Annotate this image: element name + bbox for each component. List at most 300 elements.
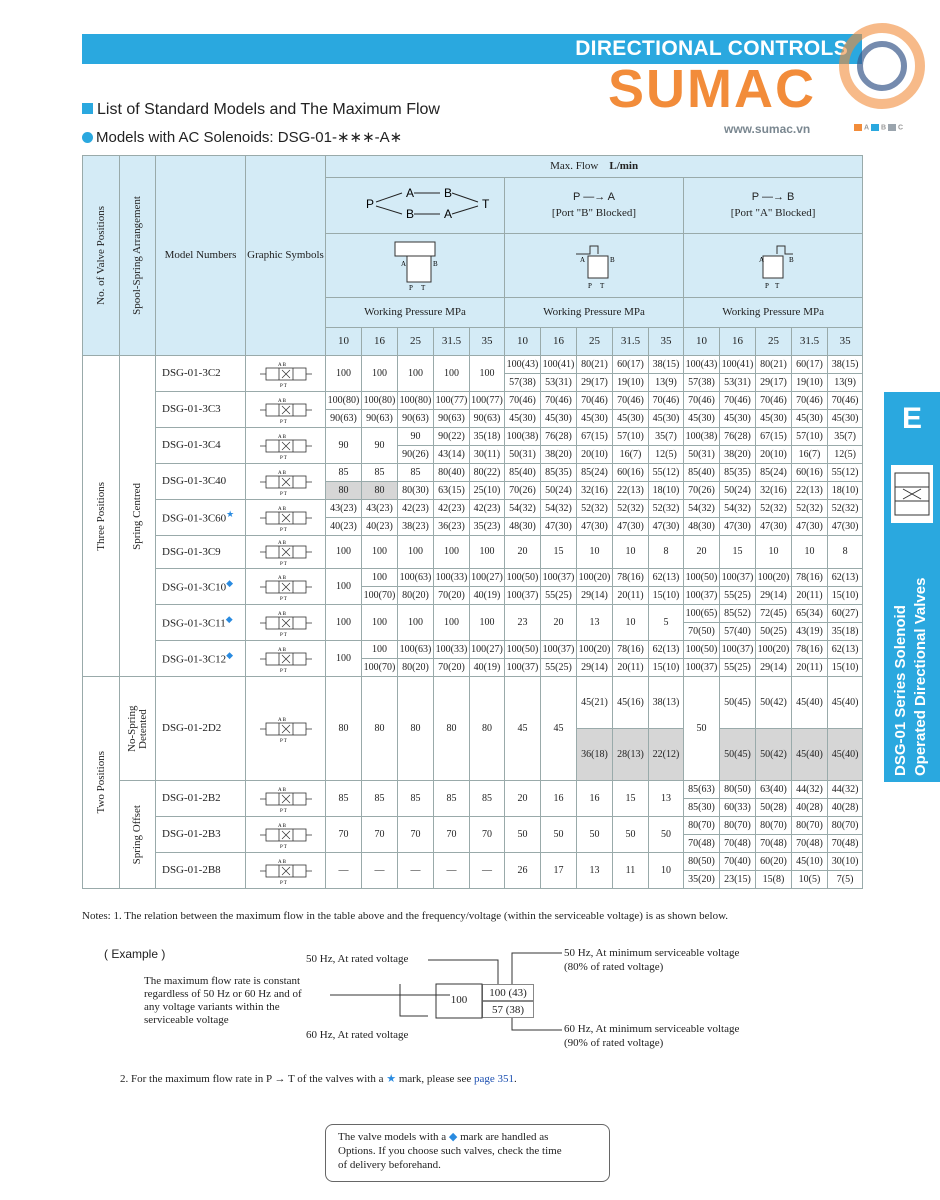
value-cell: 15(10) — [828, 659, 863, 677]
diamond-mark-icon: ◆ — [226, 578, 234, 589]
value-cell: 55(12) — [828, 464, 863, 482]
value-cell: — — [326, 853, 362, 889]
valve-symbol-icon — [258, 538, 314, 566]
svg-text:B: B — [789, 256, 794, 264]
svg-text:P T: P T — [279, 527, 287, 532]
value-cell: 43(19) — [792, 623, 828, 641]
value-cell: 100(41) — [541, 356, 577, 374]
value-cell: 85(24) — [756, 464, 792, 482]
svg-text:P: P — [409, 284, 413, 292]
value-cell: 45(40) — [792, 729, 828, 781]
pressure-25: 25 — [756, 328, 792, 356]
value-cell: 55(25) — [720, 587, 756, 605]
ex-value-top: 100 (43) — [482, 984, 534, 1001]
svg-text:P T: P T — [279, 738, 287, 743]
value-cell: 10 — [756, 536, 792, 569]
page-351-link[interactable]: page 351 — [473, 1073, 514, 1085]
value-cell: 100(37) — [720, 641, 756, 659]
value-cell: 8 — [828, 536, 863, 569]
value-cell: 47(30) — [649, 518, 684, 536]
value-cell: 63(15) — [434, 482, 470, 500]
value-cell: 100(80) — [398, 392, 434, 410]
value-cell: 78(16) — [613, 569, 649, 587]
value-cell: 50(45) — [720, 677, 756, 729]
value-cell: 15 — [613, 781, 649, 817]
value-cell: 50(28) — [756, 799, 792, 817]
section-title: List of Standard Models and The Maximum Flow — [82, 101, 440, 119]
svg-text:T: T — [421, 284, 426, 292]
value-cell: 80 — [398, 677, 434, 781]
value-cell: 62(13) — [649, 569, 684, 587]
graphic-symbol-icon — [246, 356, 326, 392]
value-cell: 70(46) — [756, 392, 792, 410]
pressure-31-5: 31.5 — [792, 328, 828, 356]
wp-label-2: Working Pressure MPa — [505, 298, 684, 328]
model-number: DSG-01-2B8 — [156, 853, 246, 889]
value-cell: 60(16) — [613, 464, 649, 482]
value-cell: 38(20) — [720, 446, 756, 464]
value-cell: 50(24) — [541, 482, 577, 500]
value-cell: 10 — [613, 605, 649, 641]
svg-text:A B: A B — [277, 647, 286, 653]
value-cell: 100(70) — [362, 587, 398, 605]
value-cell: 45(30) — [828, 410, 863, 428]
value-cell: 85 — [398, 781, 434, 817]
value-cell: 40(28) — [828, 799, 863, 817]
value-cell: 80(70) — [756, 817, 792, 835]
example-label: ( Example ) — [104, 947, 166, 961]
value-cell: 100(37) — [505, 659, 541, 677]
svg-text:P T: P T — [279, 562, 287, 566]
value-cell: 100(77) — [434, 392, 470, 410]
pressure-35: 35 — [649, 328, 684, 356]
value-cell: 78(16) — [792, 569, 828, 587]
valve-symbol-icon — [258, 468, 314, 496]
value-cell: 47(30) — [720, 518, 756, 536]
value-cell: 80(70) — [828, 817, 863, 835]
value-cell: 55(12) — [649, 464, 684, 482]
value-cell: 80 — [434, 677, 470, 781]
value-cell: 100(37) — [541, 641, 577, 659]
value-cell: 70(26) — [684, 482, 720, 500]
value-cell: 47(30) — [828, 518, 863, 536]
value-cell: 100(70) — [362, 659, 398, 677]
value-cell: 70(26) — [505, 482, 541, 500]
value-cell: 85 — [362, 464, 398, 482]
logo-swirl-icon — [800, 14, 930, 124]
value-cell: 47(30) — [756, 518, 792, 536]
value-cell: 70(46) — [505, 392, 541, 410]
value-cell: 42(23) — [434, 500, 470, 518]
svg-text:P T: P T — [279, 632, 287, 637]
value-cell: 80(22) — [470, 464, 505, 482]
value-cell: 70 — [470, 817, 505, 853]
value-cell: 100(37) — [684, 587, 720, 605]
value-cell: 29(17) — [577, 374, 613, 392]
value-cell: 85 — [434, 781, 470, 817]
value-cell: 90 — [398, 428, 434, 446]
value-cell: 35(23) — [470, 518, 505, 536]
header-model: Model Numbers — [156, 156, 246, 356]
svg-text:A B: A B — [277, 717, 286, 723]
wp-label-3: Working Pressure MPa — [684, 298, 863, 328]
side-tab — [884, 392, 940, 782]
svg-text:A B: A B — [277, 787, 286, 793]
value-cell: 80 — [470, 677, 505, 781]
value-cell: 100(77) — [470, 392, 505, 410]
value-cell: 100(33) — [434, 569, 470, 587]
value-cell: 90(22) — [434, 428, 470, 446]
value-cell: 100(43) — [684, 356, 720, 374]
value-cell: 100(80) — [326, 392, 362, 410]
table-row — [83, 500, 863, 518]
value-cell: 70(48) — [720, 835, 756, 853]
value-cell: 45(30) — [613, 410, 649, 428]
value-cell: 57(38) — [684, 374, 720, 392]
value-cell: 20(11) — [792, 587, 828, 605]
value-cell: 12(5) — [828, 446, 863, 464]
svg-text:P T: P T — [279, 383, 287, 388]
value-cell: 54(32) — [684, 500, 720, 518]
ex-60-rated: 60 Hz, At rated voltage — [306, 1029, 409, 1041]
value-cell: 20(11) — [792, 659, 828, 677]
value-cell: 57(38) — [505, 374, 541, 392]
svg-text:A: A — [401, 260, 407, 268]
diamond-mark-icon: ◆ — [226, 650, 234, 661]
value-cell: 45(30) — [720, 410, 756, 428]
value-cell: 54(32) — [720, 500, 756, 518]
example-connector-lines — [300, 950, 570, 1045]
value-cell: 11 — [613, 853, 649, 889]
value-cell: 70(46) — [649, 392, 684, 410]
value-cell: 45(10) — [792, 853, 828, 871]
value-cell: 52(32) — [613, 500, 649, 518]
flow-path-pab-diagram — [340, 182, 490, 226]
flow-path-pa: P —→ A [Port "B" Blocked] — [505, 178, 684, 234]
valve-symbol-icon — [258, 573, 314, 601]
value-cell: 47(30) — [792, 518, 828, 536]
value-cell: 45(16) — [613, 677, 649, 729]
value-cell: 100(20) — [756, 641, 792, 659]
value-cell: 100(38) — [505, 428, 541, 446]
value-cell: 70(46) — [792, 392, 828, 410]
value-cell: 50(24) — [720, 482, 756, 500]
model-number: DSG-01-2B2 — [156, 781, 246, 817]
value-cell: 18(10) — [649, 482, 684, 500]
table-row — [83, 464, 863, 482]
valve-symbol-icon — [258, 821, 314, 849]
value-cell: 48(30) — [505, 518, 541, 536]
value-cell: 100(41) — [720, 356, 756, 374]
value-cell: 80(21) — [577, 356, 613, 374]
value-cell: 100 — [398, 605, 434, 641]
graphic-symbol-icon — [246, 605, 326, 641]
value-cell: — — [398, 853, 434, 889]
value-cell: 35(18) — [828, 623, 863, 641]
svg-text:B: B — [406, 207, 415, 221]
ex-50-min-pct: (80% of rated voltage) — [564, 961, 664, 973]
value-cell: 90(26) — [398, 446, 434, 464]
value-cell: 40(23) — [362, 518, 398, 536]
diamond-mark-icon: ◆ — [448, 1131, 458, 1143]
value-cell: 54(32) — [541, 500, 577, 518]
value-cell: 100 — [362, 356, 398, 392]
value-cell: 8 — [649, 536, 684, 569]
logo-url: www.sumac.vn — [724, 122, 811, 136]
value-cell: 13 — [649, 781, 684, 817]
value-cell: 85(35) — [541, 464, 577, 482]
graphic-symbol-icon — [246, 853, 326, 889]
value-cell: 100 — [326, 356, 362, 392]
value-cell: 80(20) — [398, 587, 434, 605]
value-cell: 10 — [577, 536, 613, 569]
model-number: DSG-01-3C9 — [156, 536, 246, 569]
value-cell: 50 — [505, 817, 541, 853]
port-diagram-3 — [684, 234, 863, 298]
ex-value-bottom: 57 (38) — [482, 1001, 534, 1018]
ex-description: The maximum flow rate is constant regardless of 50 Hz or 60 Hz and of any voltage variants within the serviceable voltage — [144, 975, 302, 1026]
valve-symbol-icon — [258, 645, 314, 673]
value-cell: 60(27) — [828, 605, 863, 623]
value-cell: 100 — [326, 536, 362, 569]
value-cell: 16(7) — [792, 446, 828, 464]
value-cell: 43(14) — [434, 446, 470, 464]
value-cell: 20 — [541, 605, 577, 641]
value-cell: 100(37) — [684, 659, 720, 677]
value-cell: 100 — [470, 536, 505, 569]
value-cell: 100(33) — [434, 641, 470, 659]
value-cell: 10 — [792, 536, 828, 569]
value-cell: 16 — [577, 781, 613, 817]
value-cell: 55(25) — [720, 659, 756, 677]
value-cell: 22(13) — [792, 482, 828, 500]
side-tab-line2: Operated Directional Valves — [912, 577, 929, 776]
value-cell: 45(40) — [828, 729, 863, 781]
value-cell: 29(14) — [756, 587, 792, 605]
value-cell: 40(28) — [792, 799, 828, 817]
value-cell: 85(24) — [577, 464, 613, 482]
value-cell: 20 — [505, 536, 541, 569]
value-cell: 80 — [326, 677, 362, 781]
svg-text:A B: A B — [277, 575, 286, 581]
value-cell: 60(17) — [613, 356, 649, 374]
value-cell: 100(38) — [684, 428, 720, 446]
value-cell: 67(15) — [756, 428, 792, 446]
svg-text:A B: A B — [277, 506, 286, 512]
valve-symbol-icon — [258, 715, 314, 743]
value-cell: 30(11) — [470, 446, 505, 464]
value-cell: 70 — [398, 817, 434, 853]
value-cell: 70 — [434, 817, 470, 853]
svg-text:P: P — [588, 282, 592, 290]
value-cell: 23(15) — [720, 871, 756, 889]
table-row — [83, 641, 863, 659]
value-cell: 38(20) — [541, 446, 577, 464]
value-cell: 85(30) — [684, 799, 720, 817]
pressure-25: 25 — [398, 328, 434, 356]
value-cell: 67(15) — [577, 428, 613, 446]
value-cell: 85 — [326, 464, 362, 482]
logo-abc: A B C — [854, 124, 903, 131]
value-cell: 70(46) — [613, 392, 649, 410]
side-tab-text — [890, 540, 934, 776]
value-cell: 15(10) — [649, 659, 684, 677]
value-cell: 38(15) — [649, 356, 684, 374]
value-cell: 100 — [326, 641, 362, 677]
value-cell: 70(20) — [434, 587, 470, 605]
value-cell: 62(13) — [649, 641, 684, 659]
header-positions: No. of Valve Positions — [83, 156, 120, 356]
options-note-box: The valve models with a ◆ mark are handled as Options. If you choose such valves, check the time of delivery beforehand. — [325, 1124, 610, 1182]
value-cell: 85 — [326, 781, 362, 817]
svg-text:P T: P T — [279, 596, 287, 601]
value-cell: 20(10) — [756, 446, 792, 464]
group-two-positions: Two Positions — [83, 677, 120, 889]
svg-text:T: T — [482, 197, 490, 211]
value-cell: 55(25) — [541, 587, 577, 605]
value-cell: 44(32) — [792, 781, 828, 799]
value-cell: 30(10) — [828, 853, 863, 871]
value-cell: 5 — [649, 605, 684, 641]
value-cell: 15(10) — [649, 587, 684, 605]
square-bullet-icon — [82, 103, 93, 114]
value-cell: 100(50) — [684, 641, 720, 659]
svg-text:B: B — [433, 260, 438, 268]
value-cell: 20 — [684, 536, 720, 569]
value-cell: 80(20) — [398, 659, 434, 677]
value-cell: 78(16) — [613, 641, 649, 659]
value-cell: 100 — [362, 605, 398, 641]
value-cell: 70(48) — [828, 835, 863, 853]
value-cell: 70(46) — [720, 392, 756, 410]
value-cell: 43(23) — [362, 500, 398, 518]
value-cell: 100 — [470, 605, 505, 641]
table-row — [83, 428, 863, 446]
value-cell: 100(20) — [756, 569, 792, 587]
value-cell: 90(63) — [326, 410, 362, 428]
value-cell: 7(5) — [828, 871, 863, 889]
value-cell: 20(11) — [613, 587, 649, 605]
value-cell: 100(50) — [505, 569, 541, 587]
value-cell: 53(31) — [541, 374, 577, 392]
value-cell: 42(23) — [398, 500, 434, 518]
svg-text:P T: P T — [279, 808, 287, 813]
value-cell: 45(30) — [792, 410, 828, 428]
value-cell: 100(27) — [470, 569, 505, 587]
model-number: DSG-01-3C4 — [156, 428, 246, 464]
svg-text:A B: A B — [277, 470, 286, 476]
ex-60-min-pct: (90% of rated voltage) — [564, 1037, 664, 1049]
value-cell: 45(30) — [541, 410, 577, 428]
ex-value-100: 100 — [450, 994, 468, 1006]
model-number: DSG-01-2D2 — [156, 677, 246, 781]
graphic-symbol-icon — [246, 569, 326, 605]
value-cell: 70(46) — [828, 392, 863, 410]
value-cell: 22(12) — [649, 729, 684, 781]
svg-text:A: A — [406, 186, 415, 200]
svg-text:A B: A B — [277, 611, 286, 617]
pressure-10: 10 — [505, 328, 541, 356]
value-cell: 18(10) — [828, 482, 863, 500]
value-cell: 29(14) — [756, 659, 792, 677]
value-cell: 12(5) — [649, 446, 684, 464]
value-cell: 15(8) — [756, 871, 792, 889]
svg-text:P T: P T — [279, 455, 287, 460]
value-cell: 70(46) — [541, 392, 577, 410]
value-cell: 45(21) — [577, 677, 613, 729]
value-cell: 100(27) — [470, 641, 505, 659]
value-cell: — — [362, 853, 398, 889]
graphic-symbol-icon — [246, 428, 326, 464]
table-row — [83, 853, 863, 871]
value-cell: 62(13) — [828, 641, 863, 659]
svg-text:P: P — [366, 197, 375, 211]
value-cell: 85(52) — [720, 605, 756, 623]
value-cell: 50(42) — [756, 677, 792, 729]
value-cell: 29(14) — [577, 659, 613, 677]
value-cell: 100 — [398, 356, 434, 392]
value-cell: 80(50) — [684, 853, 720, 871]
pressure-16: 16 — [362, 328, 398, 356]
graphic-symbol-icon — [246, 392, 326, 428]
value-cell: 78(16) — [792, 641, 828, 659]
value-cell: 45 — [505, 677, 541, 781]
value-cell: 100(63) — [398, 569, 434, 587]
port-diagram-1 — [326, 234, 505, 298]
value-cell: 52(32) — [792, 500, 828, 518]
value-cell: 47(30) — [541, 518, 577, 536]
sub-title: Models with AC Solenoids: DSG-01-∗∗∗-A∗ — [82, 128, 402, 146]
flow-path-pb: P —→ B [Port "A" Blocked] — [684, 178, 863, 234]
value-cell: 100 — [326, 605, 362, 641]
value-cell: 50 — [613, 817, 649, 853]
value-cell: 38(23) — [398, 518, 434, 536]
header-spool: Spool-Spring Arrangement — [120, 156, 156, 356]
svg-text:A B: A B — [277, 398, 286, 404]
value-cell: 70(48) — [756, 835, 792, 853]
value-cell: 90(63) — [434, 410, 470, 428]
value-cell: 60(17) — [792, 356, 828, 374]
note-1: Notes: 1. The relation between the maximum flow in the table above and the frequency/voltage (within the serviceable voltage) is as shown below. — [82, 910, 729, 922]
pressure-10: 10 — [326, 328, 362, 356]
value-cell: 36(18) — [577, 729, 613, 781]
valve-symbol-icon — [258, 432, 314, 460]
value-cell: 100(80) — [362, 392, 398, 410]
value-cell: 100 — [398, 536, 434, 569]
value-cell: 100(50) — [684, 569, 720, 587]
value-cell: 80 — [326, 482, 362, 500]
table-row — [83, 569, 863, 587]
table-row — [83, 677, 863, 729]
value-cell: 76(28) — [541, 428, 577, 446]
value-cell: 100 — [434, 536, 470, 569]
value-cell: 100(50) — [505, 641, 541, 659]
value-cell: 47(30) — [577, 518, 613, 536]
value-cell: 76(28) — [720, 428, 756, 446]
value-cell: 52(32) — [828, 500, 863, 518]
header-graphic: Graphic Symbols — [246, 156, 326, 356]
value-cell: 16(7) — [613, 446, 649, 464]
value-cell: 45 — [541, 677, 577, 781]
pressure-16: 16 — [720, 328, 756, 356]
value-cell: 22(13) — [613, 482, 649, 500]
value-cell: — — [434, 853, 470, 889]
value-cell: 70(40) — [720, 853, 756, 871]
graphic-symbol-icon — [246, 677, 326, 781]
group-spring-centred: Spring Centred — [120, 356, 156, 677]
side-tab-line1: DSG-01 Series Solenoid — [892, 605, 909, 776]
table-row — [83, 781, 863, 799]
